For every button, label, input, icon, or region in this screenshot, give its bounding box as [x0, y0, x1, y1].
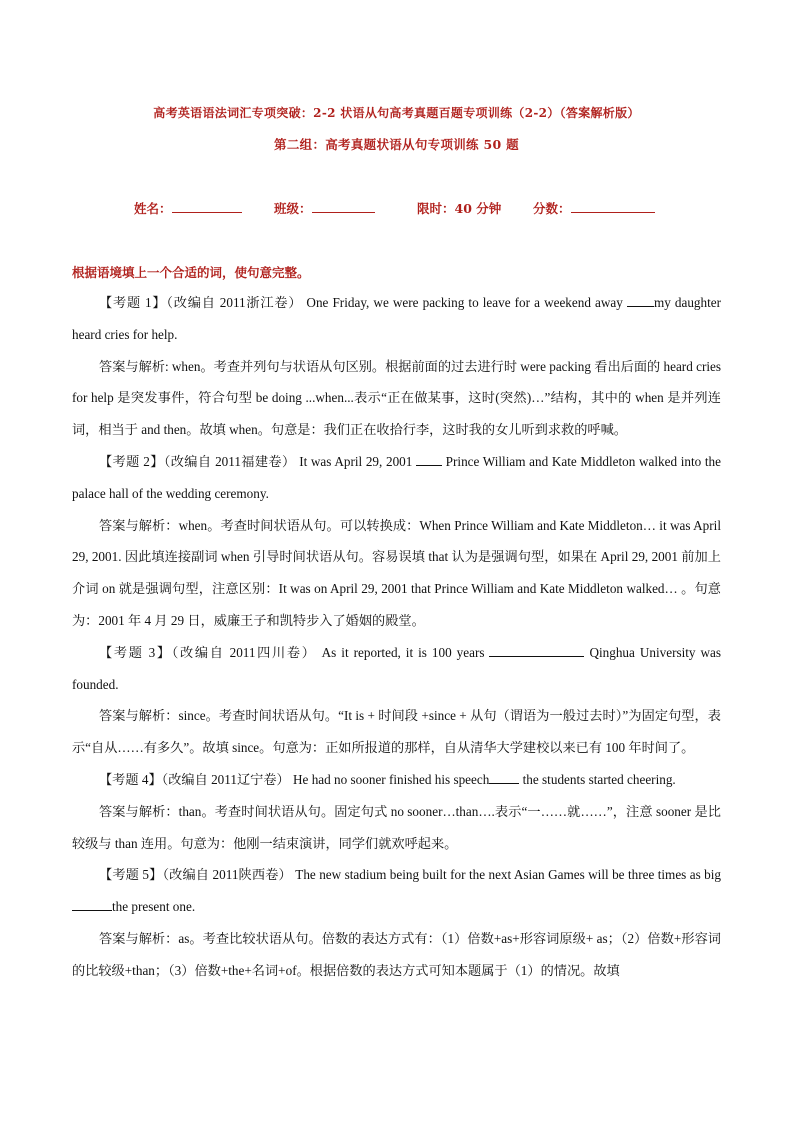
- question-source: （改编自 2011陕西卷）: [162, 867, 292, 883]
- question-source: （改编自 2011辽宁卷）: [161, 771, 290, 787]
- name-field: [134, 199, 242, 217]
- question-list: [72, 287, 721, 987]
- document-title: 高考英语语法词汇专项突破：2-2 状语从句高考真题百题专项训练（2-2）（答案解析版）: [153, 106, 640, 120]
- answer-5: 答案与解析：as。考查比较状语从句。倍数的表达方式有：（1）倍数+as+形容词原级+ as；（2）倍数+形容词的比较级+than；（3）倍数+the+名词+of。根据倍数的表达方式可知本题属于（1）的情况。故填: [72, 930, 721, 978]
- question-1: [72, 287, 721, 351]
- score-blank[interactable]: [571, 200, 655, 213]
- answer-1: 答案与解析: when。考查并列句与状语从句区别。根据前面的过去进行时 were packing 看出后面的 heard cries for help 是突发事件，符合句型 be doing ...when...表示“正在做某事，这时(突然)…”结构，其中的 when 是并列连词，相当于 and then。故填 when。句意是：我们正在收拾行李，这时我的女儿听到求救的呼喊。: [72, 358, 721, 438]
- answer-blank[interactable]: [627, 294, 654, 307]
- answer-3: 答案与解析：since。考查时间状语从句。“It is + 时间段 +since + 从句（谓语为一般过去时）”为固定句型，表示“自从……有多久”。故填 since。句意为：正如所报道的那样，自从清华大学建校以来已有 100 年时间了。: [72, 708, 721, 756]
- question-tag: 【考题 4】: [99, 771, 162, 787]
- question-tag: 【考题 5】: [99, 867, 163, 883]
- score-label: 分数：: [533, 201, 571, 216]
- question-stem: The new stadium being built for the next Asian Games will be three times as big: [295, 867, 721, 883]
- question-tag: 【考题 1】: [99, 295, 167, 310]
- question-tag: 【考题 2】: [99, 453, 164, 469]
- score-field: [533, 199, 655, 217]
- question-tag: 【考题 3】: [99, 644, 172, 660]
- instruction: 根据语境填上一个合适的词，使句意完整。: [72, 265, 310, 280]
- question-source: （改编自 2011浙江卷）: [166, 295, 303, 310]
- question-5: [72, 859, 721, 923]
- question-stem-end: my daughter heard cries for help.: [72, 295, 722, 342]
- question-stem: As it reported, it is 100 years: [321, 644, 490, 660]
- question-source: （改编自 2011福建卷）: [163, 453, 296, 469]
- question-stem: He had no sooner finished his speech: [293, 771, 490, 787]
- question-3: [72, 637, 721, 701]
- question-stem-end: the students started cheering.: [519, 771, 676, 787]
- answer-2: 答案与解析：when。考查时间状语从句。可以转换成：When Prince William and Kate Middleton… it was April 29, 2001. 因此填连接副词 when 引导时间状语从句。容易误填 that 认为是强调句型，如果在 April 29, 2001 前加上介词 on 就是强调句型，注意区别：It was on April 29, 2001 that Prince William and Kate Middleton walked… 。句意为：2001 年 4 月 29 日，威廉王子和凯特步入了婚姻的殿堂。: [72, 517, 721, 628]
- class-blank[interactable]: [312, 200, 375, 213]
- answer-blank[interactable]: [416, 453, 442, 466]
- question-stem-end: Qinghua University was founded.: [72, 644, 722, 692]
- question-stem: It was April 29, 2001: [299, 453, 417, 469]
- question-stem: One Friday, we were packing to leave for a weekend away: [306, 295, 627, 310]
- answer-blank[interactable]: [72, 898, 112, 911]
- question-source: （改编自 2011四川卷）: [171, 644, 317, 660]
- question-stem-end: Prince William and Kate Middleton walked into the palace hall of the wedding ceremony.: [72, 453, 722, 501]
- answer-4: 答案与解析：than。考查时间状语从句。固定句式 no sooner…than….表示“一……就……”，注意 sooner 是比较级与 than 连用。句意为：他刚一结束演讲，同学们就欢呼起来。: [72, 803, 721, 851]
- question-2: [72, 446, 721, 510]
- name-blank[interactable]: [172, 200, 242, 213]
- answer-blank[interactable]: [489, 771, 519, 784]
- answer-blank[interactable]: [489, 644, 584, 657]
- class-label: 班级：: [274, 201, 312, 216]
- class-field: [274, 199, 375, 217]
- question-4: [72, 764, 721, 796]
- student-info-row: [0, 199, 793, 217]
- document-subtitle: 第二组：高考真题状语从句专项训练 50 题: [274, 137, 519, 152]
- time-limit: 限时：40 分钟: [417, 201, 502, 216]
- name-label: 姓名：: [134, 201, 172, 216]
- question-stem-end: the present one.: [112, 899, 196, 915]
